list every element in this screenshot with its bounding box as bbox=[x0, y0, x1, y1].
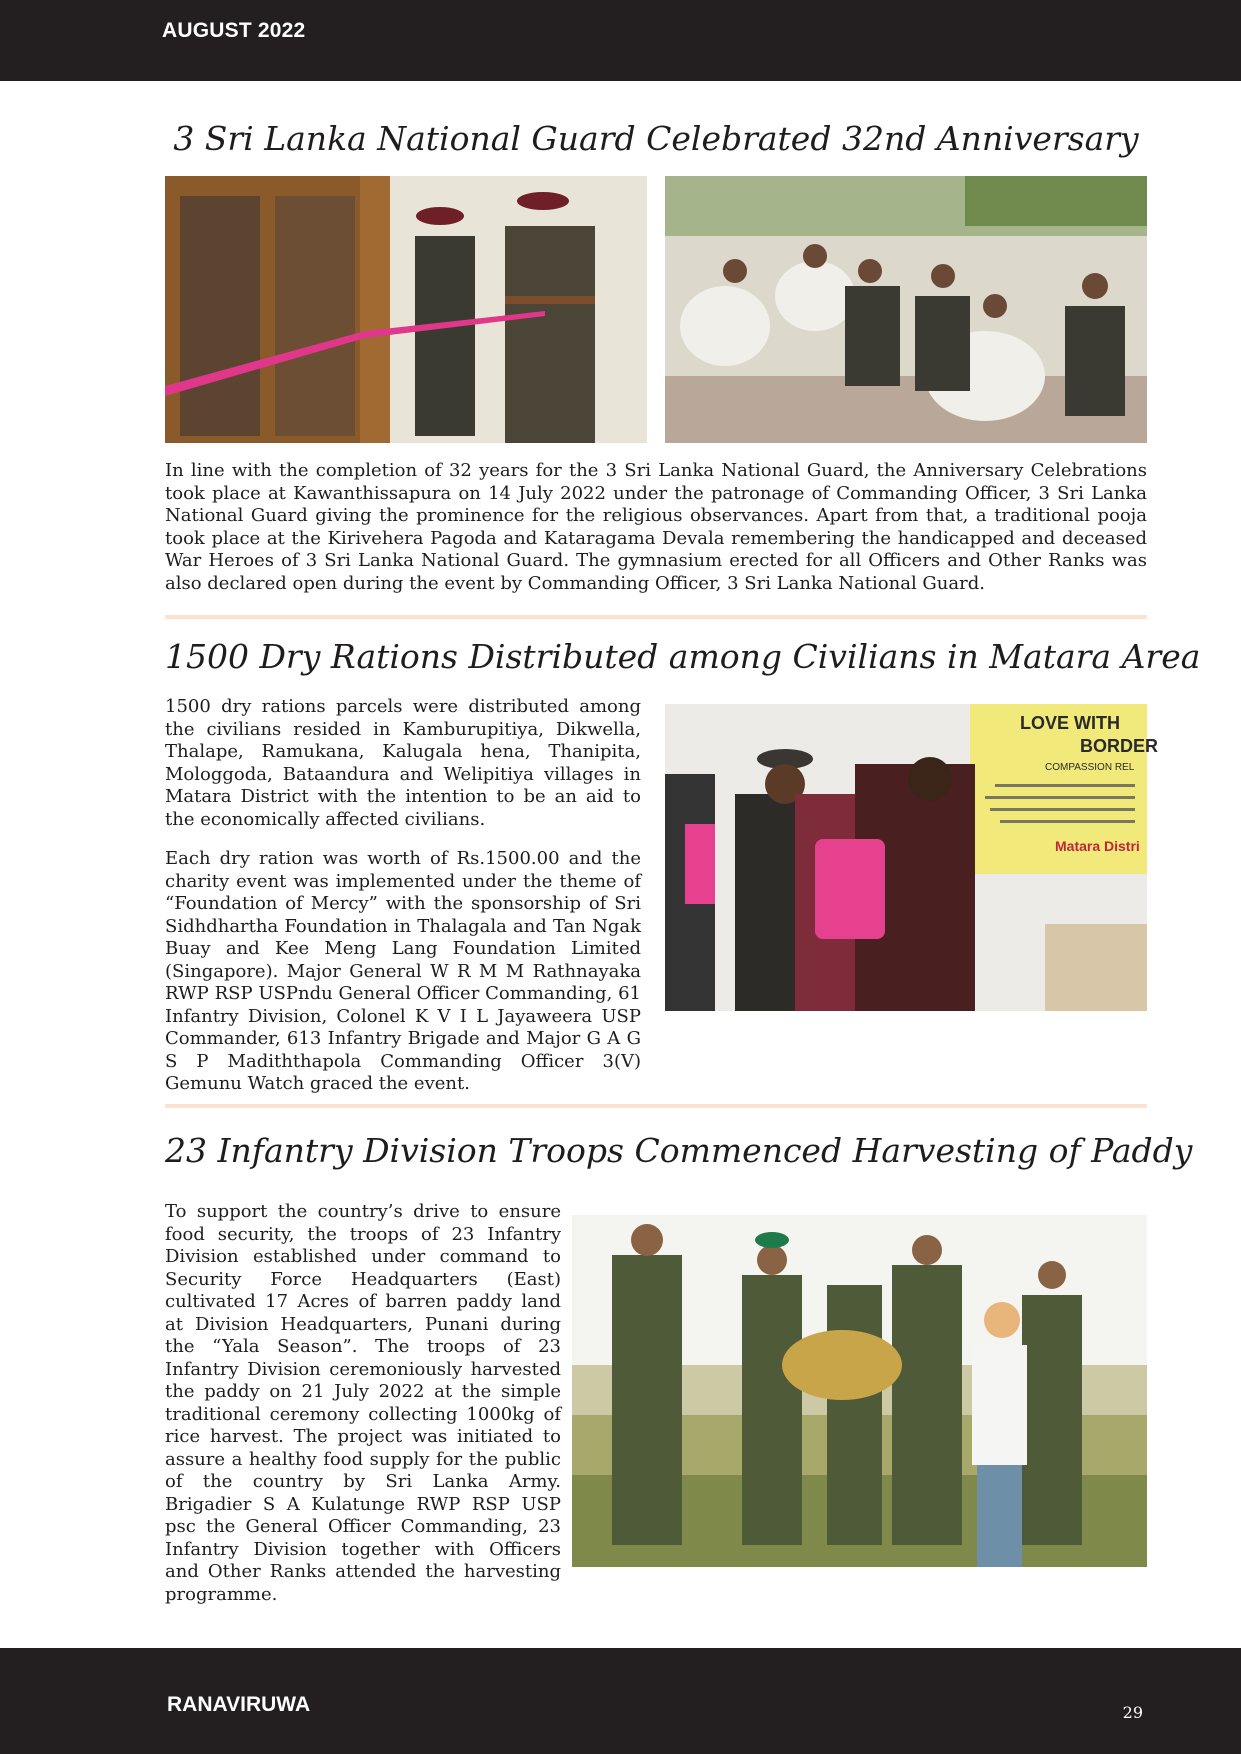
article-1-title: 3 Sri Lanka National Guard Celebrated 32nd Anniversary bbox=[173, 119, 1139, 158]
banner-line-2: BORDER bbox=[1080, 736, 1159, 756]
article-2-paragraph-1 bbox=[165, 696, 641, 831]
banner-line-1: LOVE WITH bbox=[1020, 713, 1120, 733]
banner-line-3: COMPASSION REL bbox=[1045, 762, 1135, 773]
article-2-title: 1500 Dry Rations Distributed among Civilians in Matara Area bbox=[165, 637, 1201, 676]
section-divider bbox=[165, 615, 1147, 619]
magazine-name: RANAVIRUWA bbox=[167, 1693, 311, 1716]
article-2-text-1: 1500 dry rations parcels were distributed among the civilians resided in Kamburupitiya, Dikwella, Thalape, Ramukana, Kalugala hena, Thanipita, Mologgoda, Bataandura and Welipitiya villages in Matara District with the intention to be an aid to the economically affected civilians. bbox=[165, 696, 641, 830]
page-header-bar bbox=[0, 0, 1241, 81]
page-footer-bar bbox=[0, 1648, 1241, 1754]
article-3-title: 23 Infantry Division Troops Commenced Harvesting of Paddy bbox=[165, 1131, 1193, 1170]
article-2-text-2: Each dry ration was worth of Rs.1500.00 and the charity event was implemented under the theme of “Foundation of Mercy” with the sponsorship of Sri Sidhdhartha Foundation in Thalagala and Tan Ngak Buay and Kee Meng Lang Foundation Limited (Singapore). Major General W R M M Rathnayaka RWP RSP USPndu General Officer Commanding, 61 Infantry Division, Colonel K V I L Jayaweera USP Commander, 613 Infantry Brigade and Major G A G S P Madiththapola Commanding Officer 3(V) Gemunu Watch graced the event. bbox=[165, 848, 641, 1094]
section-divider bbox=[165, 1104, 1147, 1108]
article-2-paragraph-2 bbox=[165, 848, 641, 1096]
article-3-text: To support the country’s drive to ensure food security, the troops of 23 Infantry Division established under command to Security Force Headquarters (East) cultivated 17 Acres of barren paddy land at Division Headquarters, Punani during the “Yala Season”. The troops of 23 Infantry Division ceremoniously harvested the paddy on 21 July 2022 at the simple traditional ceremony collecting 1000kg of rice harvest. The project was initiated to assure a healthy food supply for the public of the country by Sri Lanka Army. Brigadier S A Kulatunge RWP RSP USP psc the General Officer Commanding, 23 Infantry Division together with Officers and Other Ranks attended the harvesting programme. bbox=[165, 1201, 561, 1605]
article-3-paragraph bbox=[165, 1201, 561, 1606]
banner-district: Matara Distri bbox=[1055, 838, 1140, 854]
issue-date: AUGUST 2022 bbox=[162, 19, 306, 42]
page-number: 29 bbox=[1122, 1703, 1143, 1722]
article-1-text: In line with the completion of 32 years for the 3 Sri Lanka National Guard, the Anniversary Celebrations took place at Kawanthissapura on 14 July 2022 under the patronage of Commanding Officer, 3 Sri Lanka National Guard giving the prominence for the religious observances. Apart from that, a traditional pooja took place at the Kirivehera Pagoda and Kataragama Devala remembering the handicapped and deceased War Heroes of 3 Sri Lanka National Guard. The gymnasium erected for all Officers and Other Ranks was also declared open during the event by Commanding Officer, 3 Sri Lanka National Guard. bbox=[165, 460, 1147, 594]
article-1-paragraph bbox=[165, 460, 1147, 595]
dry-rations-photo bbox=[665, 704, 1159, 1011]
religious-observance-photo bbox=[665, 176, 1147, 443]
ribbon-cutting-photo bbox=[165, 176, 647, 443]
paddy-harvest-photo bbox=[572, 1215, 1147, 1567]
